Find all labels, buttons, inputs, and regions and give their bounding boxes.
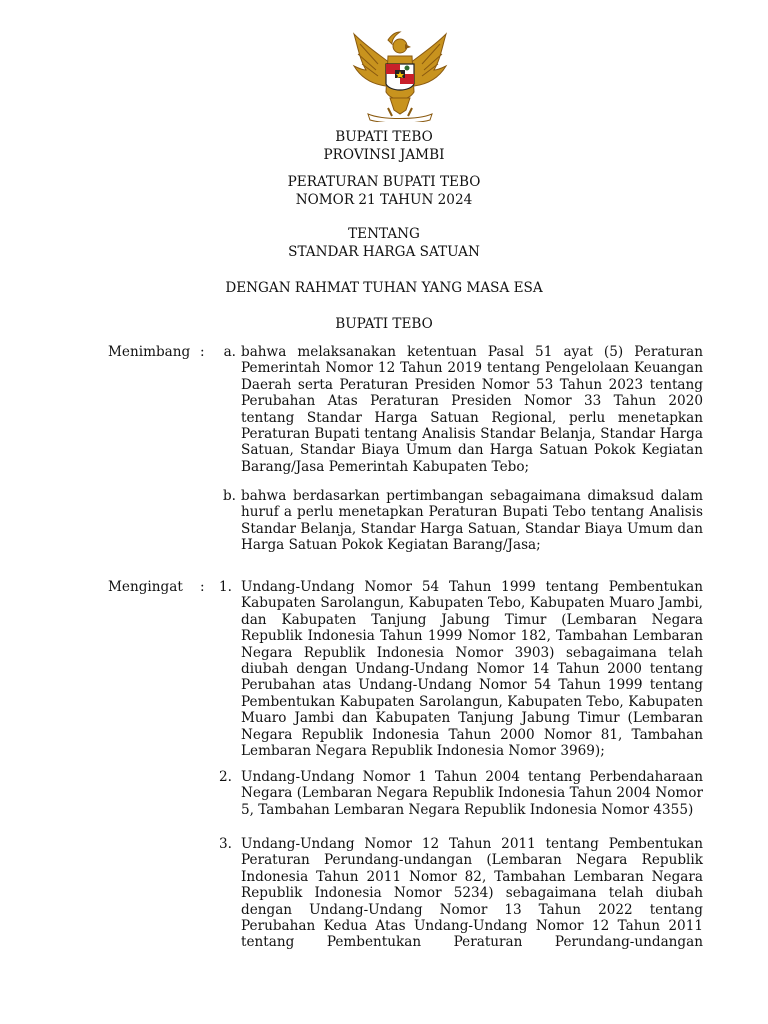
authority: [0, 315, 768, 333]
menimbang-label: Menimbang: [108, 344, 191, 360]
mengingat-label: Mengingat: [108, 579, 183, 595]
item-marker: 3.: [219, 836, 232, 852]
header-subject: [0, 225, 768, 261]
item-text: Undang-Undang Nomor 1 Tahun 2004 tentang Perbendaharaan Negara (Lembaran Negara Republik Indonesia Tahun 2004 Nomor 5, Tambahan Lembaran Negara Republik Indonesia Nomor 4355): [241, 769, 703, 818]
issuer-title: BUPATI TEBO: [335, 129, 433, 145]
mengingat-colon: :: [200, 579, 205, 595]
header-regulation: [0, 173, 768, 209]
item-marker: 1.: [219, 579, 232, 595]
item-marker: a.: [223, 344, 236, 360]
garuda-pancasila-emblem: [348, 30, 452, 122]
issuer-province: PROVINSI JAMBI: [323, 147, 445, 163]
item-marker: 2.: [219, 769, 232, 785]
menimbang-colon: :: [200, 344, 205, 360]
invocation: [0, 279, 768, 297]
authority-title: BUPATI TEBO: [335, 316, 433, 332]
about-label: TENTANG: [348, 226, 420, 242]
item-text: bahwa melaksanakan ketentuan Pasal 51 ayat (5) Peraturan Pemerintah Nomor 12 Tahun 2019 tentang Pengelolaan Keuangan Daerah serta Peraturan Presiden Nomor 53 Tahun 2023 tentang Perubahan Atas Peraturan Presiden Nomor 33 Tahun 2020 tentang Standar Harga Satuan Regional, perlu menetapkan Peraturan Bupati tentang Analisis Standar Belanja, Standar Harga Satuan, Standar Biaya Umum dan Harga Satuan Pokok Kegiatan Barang/Jasa Pemerintah Kabupaten Tebo;: [241, 344, 703, 475]
regulation-title: PERATURAN BUPATI TEBO: [287, 174, 481, 190]
item-text: Undang-Undang Nomor 54 Tahun 1999 tentang Pembentukan Kabupaten Sarolangun, Kabupaten Tebo, Kabupaten Muaro Jambi, dan Kabupaten Tanjung Jabung Timur (Lembaran Negara Republik Indonesia Tahun 1999 Nomor 182, Tambahan Lembaran Negara Republik Indonesia Nomor 3903) sebagaimana telah diubah dengan Undang-Undang Nomor 14 Tahun 2000 tentang Perubahan atas Undang-Undang Nomor 54 Tahun 1999 tentang Pembentukan Kabupaten Sarolangun, Kabupaten Tebo, Kabupaten Muaro Jambi dan Kabupaten Tanjung Jabung Timur (Lembaran Negara Republik Indonesia Tahun 2000 Nomor 81, Tambahan Lembaran Negara Republik Indonesia Nomor 3969);: [241, 579, 703, 760]
item-text: bahwa berdasarkan pertimbangan sebagaimana dimaksud dalam huruf a perlu menetapkan Peraturan Bupati Tebo tentang Analisis Standar Belanja, Standar Harga Satuan, Standar Biaya Umum dan Harga Satuan Pokok Kegiatan Barang/Jasa;: [241, 488, 703, 554]
item-marker: b.: [222, 488, 236, 504]
header-issuer: [0, 128, 768, 164]
regulation-number: NOMOR 21 TAHUN 2024: [295, 192, 473, 208]
regulation-subject: STANDAR HARGA SATUAN: [288, 244, 480, 260]
item-text: Undang-Undang Nomor 12 Tahun 2011 tentang Pembentukan Peraturan Perundang-undangan (Lembaran Negara Republik Indonesia Tahun 2011 Nomor 82, Tambahan Lembaran Negara Republik Indonesia Nomor 5234) sebagaimana telah diubah dengan Undang-Undang Nomor 13 Tahun 2022 tentang Perubahan Kedua Atas Undang-Undang Nomor 12 Tahun 2011 tentang Pembentukan Peraturan Perundang-undangan: [241, 836, 703, 951]
invocation-text: DENGAN RAHMAT TUHAN YANG MASA ESA: [225, 280, 543, 296]
